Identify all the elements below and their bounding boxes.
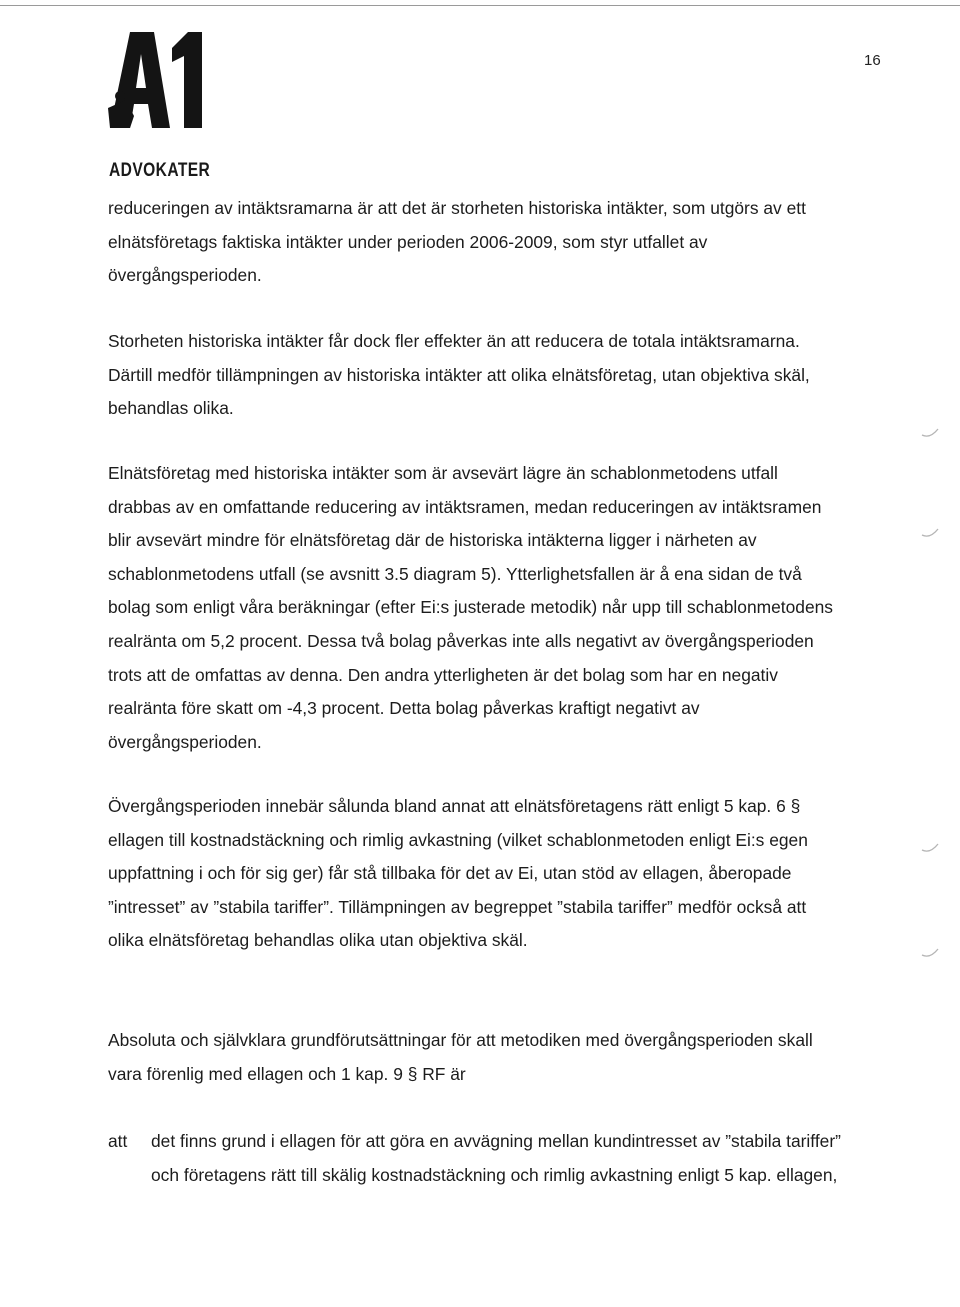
paragraph-5: Absoluta och självklara grundförutsättningar för att metodiken med övergångsperioden skall vara förenlig med ellagen och 1 kap. 9 § RF är (108, 1030, 813, 1084)
scan-mark (920, 945, 942, 959)
top-rule (0, 5, 960, 6)
scan-mark (920, 425, 942, 439)
a1-logo-mark (108, 30, 204, 128)
logo-wordmark: ADVOKATER (109, 160, 211, 181)
a1-advokater-logo (108, 30, 218, 181)
paragraph-1: reduceringen av intäktsramarna är att det är storheten historiska intäkter, som utgörs av ett elnätsföretags faktiska intäkter under perioden 2006-2009, som styr utfallet av övergångsperioden. (108, 198, 806, 286)
paragraph-2: Storheten historiska intäkter får dock fler effekter än att reducera de totala intäktsramarna. Därtill medför tillämpningen av historiska intäkter att olika elnätsföretag, utan objektiva skäl, behandlas olika. (108, 331, 810, 419)
scan-mark (920, 525, 942, 539)
list-item-marker: att (108, 1131, 128, 1151)
list-item-text: det finns grund i ellagen för att göra en avvägning mellan kundintresset av ”stabila tariffer” och företagens rätt till skälig kostnadstäckning och rimlig avkastning enligt 5 kap. ellagen, (151, 1131, 841, 1185)
paragraph-4: Övergångsperioden innebär sålunda bland annat att elnätsföretagens rätt enligt 5 kap. 6 § ellagen till kostnadstäckning och rimlig avkastning (vilket schablonmetoden enligt Ei:s egen uppfattning i och för sig ger) får stå tillbaka för det av Ei, utan stöd av ellagen, åberopade ”intresset” av ”stabila tariffer”. Tillämpningen av begreppet ”stabila tariffer” medför också att olika elnätsföretag behandlas olika utan objektiva skäl. (108, 796, 808, 951)
paragraph-3: Elnätsföretag med historiska intäkter som är avsevärt lägre än schablonmetodens utfall drabbas av en omfattande reducering av intäktsramen, medan reduceringen av intäktsramen blir avsevärt mindre för elnätsföretag där de historiska intäkterna ligger i närheten av schablonmetodens utfall (se avsnitt 3.5 diagram 5). Ytterlighetsfallen är å ena sidan de två bolag som enligt våra beräkningar (efter Ei:s justerade metodik) når upp till schablonmetodens realränta om 5,2 procent. Dessa två bolag påverkas inte alls negativt av övergångsperioden trots att de omfattas av denna. Den andra ytterligheten är det bolag som har en negativ realränta före skatt om -4,3 procent. Detta bolag påverkas kraftigt negativt av övergångsperioden. (108, 463, 833, 752)
page-number: 16 (864, 52, 881, 69)
scan-mark (920, 840, 942, 854)
